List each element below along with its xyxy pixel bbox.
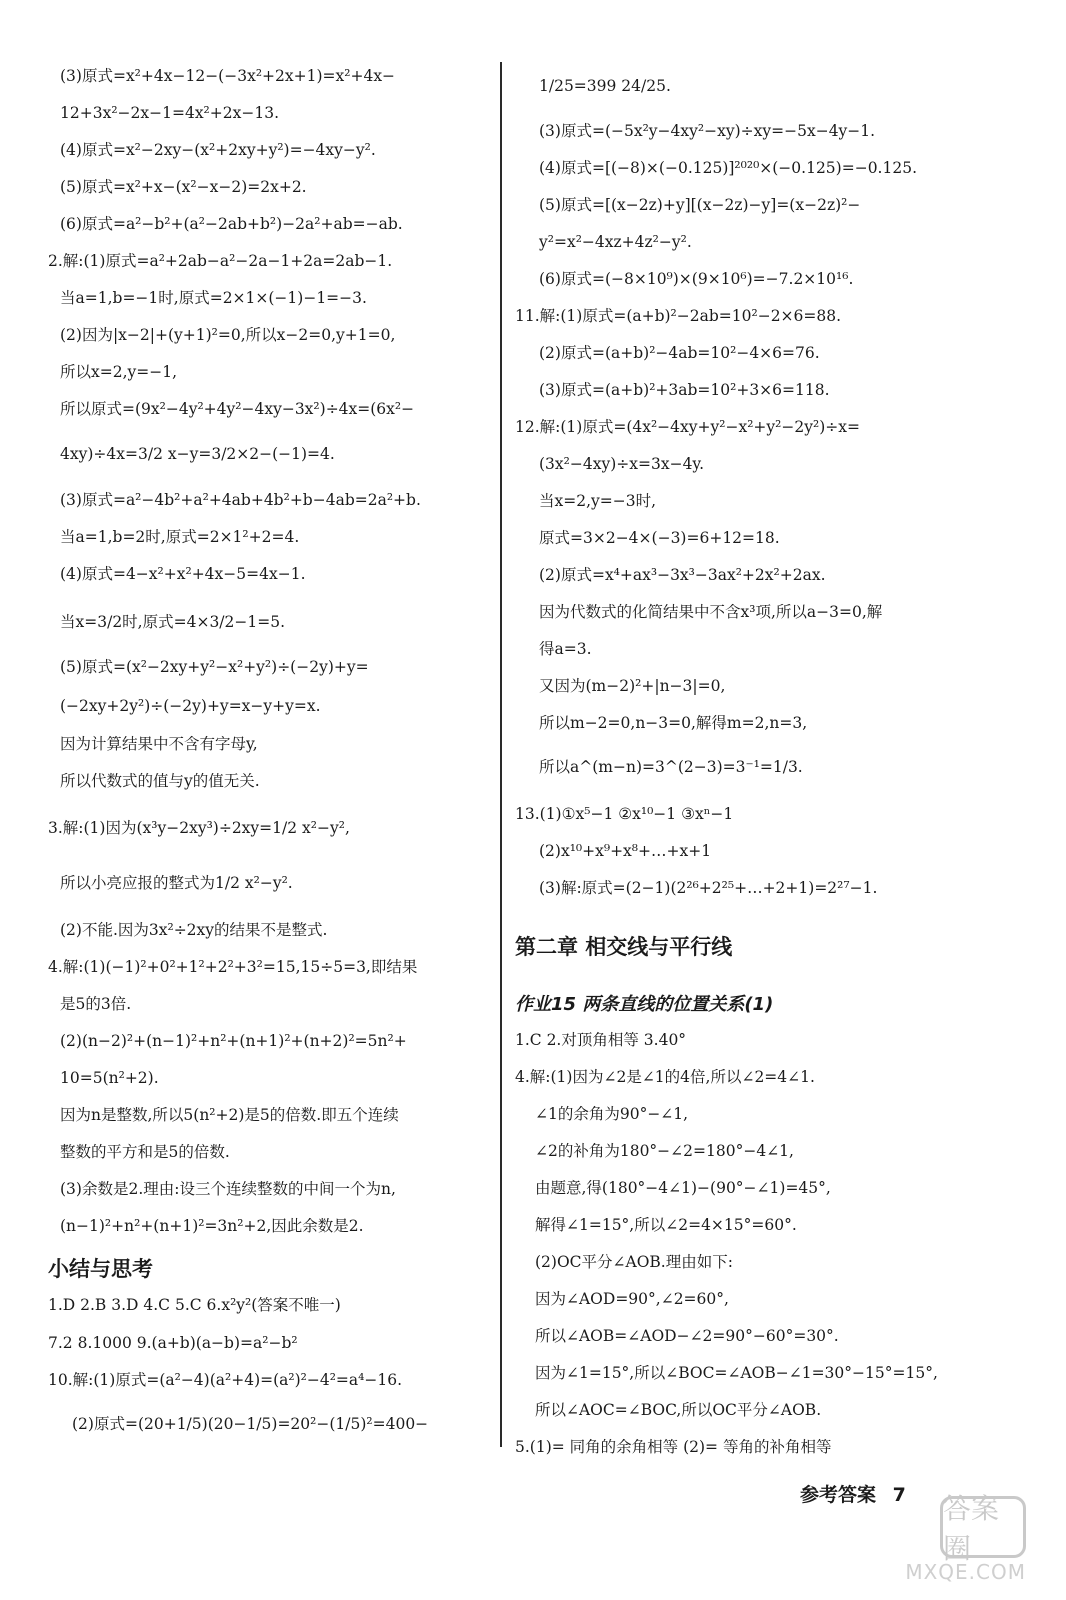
answer-line: ∠1的余角为90°−∠1, [535,1105,689,1123]
answer-line: 原式=3×2−4×(−3)=6+12=18. [539,529,780,547]
answer-line: 当x=2,y=−3时, [539,492,657,510]
answer-line: (4)原式=[(−8)×(−0.125)]²⁰²⁰×(−0.125)=−0.125. [539,159,917,177]
answer-line: 2.解:(1)原式=a²+2ab−a²−2a−1+2a=2ab−1. [48,252,393,270]
answer-line: (3x²−4xy)÷x=3x−4y. [539,455,705,473]
answer-line: (4)原式=4−x²+x²+4x−5=4x−1. [60,565,306,583]
answer-line: 4.解:(1)因为∠2是∠1的4倍,所以∠2=4∠1. [515,1068,815,1086]
answer-line: (2)原式=(20+1/5)(20−1/5)=20²−(1/5)²=400− [72,1415,429,1433]
answer-line: 10.解:(1)原式=(a²−4)(a²+4)=(a²)²−4²=a⁴−16. [48,1371,403,1389]
page-number: 7 [892,1484,906,1506]
answer-line: 得a=3. [539,640,592,658]
answer-line: 5.(1)= 同角的余角相等 (2)= 等角的补角相等 [515,1438,832,1456]
answer-line: (2)x¹⁰+x⁹+x⁸+…+x+1 [539,842,712,860]
answer-line: 所以原式=(9x²−4y²+4y²−4xy−3x²)÷4x=(6x²− [60,400,415,418]
answer-line: (3)原式=(−5x²y−4xy²−xy)÷xy=−5x−4y−1. [539,122,876,140]
answer-line: 所以∠AOB=∠AOD−∠2=90°−60°=30°. [535,1327,839,1345]
answer-line: 所以a^(m−n)=3^(2−3)=3⁻¹=1/3. [539,758,803,776]
answer-line: 所以m−2=0,n−3=0,解得m=2,n=3, [539,714,808,732]
answer-line: (5)原式=x²+x−(x²−x−2)=2x+2. [60,178,307,196]
answer-line: 因为∠AOD=90°,∠2=60°, [535,1290,729,1308]
answer-line: y²=x²−4xz+4z²−y². [539,233,692,251]
column-divider [500,62,502,1447]
answer-line: (3)解:原式=(2−1)(2²⁶+2²⁵+…+2+1)=2²⁷−1. [539,879,878,897]
answer-line: 4.解:(1)(−1)²+0²+1²+2²+3²=15,15÷5=3,即结果 [48,958,418,976]
answer-line: 因为n是整数,所以5(n²+2)是5的倍数.即五个连续 [60,1106,399,1124]
answer-line: (6)原式=a²−b²+(a²−2ab+b²)−2a²+ab=−ab. [60,215,403,233]
answer-line: 12.解:(1)原式=(4x²−4xy+y²−x²+y²−2y²)÷x= [515,418,860,436]
page-footer [800,1480,906,1507]
section-heading-summary: 小结与思考 [48,1257,153,1281]
answer-line: (2)因为|x−2|+(y+1)²=0,所以x−2=0,y+1=0, [60,326,396,344]
answer-line: 是5的3倍. [60,995,132,1013]
answer-line: (2)不能.因为3x²÷2xy的结果不是整式. [60,921,328,939]
answer-line: 11.解:(1)原式=(a+b)²−2ab=10²−2×6=88. [515,307,842,325]
answer-line: 所以∠AOC=∠BOC,所以OC平分∠AOB. [535,1401,822,1419]
answer-line: (3)余数是2.理由:设三个连续整数的中间一个为n, [60,1180,396,1198]
answer-line: 12+3x²−2x−1=4x²+2x−13. [60,104,279,122]
answer-line: 所以x=2,y=−1, [60,363,178,381]
answer-line: 因为∠1=15°,所以∠BOC=∠AOB−∠1=30°−15°=15°, [535,1364,938,1382]
answer-line: 所以代数式的值与y的值无关. [60,772,260,790]
answer-line: 1/25=399 24/25. [539,77,671,95]
answer-line: 7.2 8.1000 9.(a+b)(a−b)=a²−b² [48,1334,298,1352]
footer-label: 参考答案 [800,1484,877,1506]
answer-line: 整数的平方和是5的倍数. [60,1143,230,1161]
answer-line: 3.解:(1)因为(x³y−2xy³)÷2xy=1/2 x²−y², [48,819,350,837]
chapter-heading: 第二章 相交线与平行线 [515,935,733,959]
homework-heading: 作业15 两条直线的位置关系(1) [515,994,774,1015]
answer-line: (n−1)²+n²+(n+1)²=3n²+2,因此余数是2. [60,1217,364,1235]
answer-line: 当a=1,b=2时,原式=2×1²+2=4. [60,528,300,546]
answer-line: (6)原式=(−8×10⁹)×(9×10⁶)=−7.2×10¹⁶. [539,270,854,288]
answer-line: 1.C 2.对顶角相等 3.40° [515,1031,687,1049]
answer-line: 又因为(m−2)²+|n−3|=0, [539,677,726,695]
answer-line: (2)原式=x⁴+ax³−3x³−3ax²+2x²+2ax. [539,566,826,584]
answer-line: (3)原式=a²−4b²+a²+4ab+4b²+b−4ab=2a²+b. [60,491,421,509]
answer-line: 13.(1)①x⁵−1 ②x¹⁰−1 ③xⁿ−1 [515,805,734,823]
answer-line: (−2xy+2y²)÷(−2y)+y=x−y+y=x. [60,697,321,715]
answer-line: (4)原式=x²−2xy−(x²+2xy+y²)=−4xy−y². [60,141,376,159]
answer-line: 所以小亮应报的整式为1/2 x²−y². [60,874,293,892]
answer-line: 当a=1,b=−1时,原式=2×1×(−1)−1=−3. [60,289,367,307]
answer-line: (2)OC平分∠AOB.理由如下: [535,1253,733,1271]
answer-line: (5)原式=(x²−2xy+y²−x²+y²)÷(−2y)+y= [60,658,369,676]
answer-line: 4xy)÷4x=3/2 x−y=3/2×2−(−1)=4. [60,445,335,463]
answer-line: 1.D 2.B 3.D 4.C 5.C 6.x²y²(答案不唯一) [48,1296,341,1314]
watermark-url: MXQE.COM [905,1560,1026,1584]
answer-line: 因为代数式的化简结果中不含x³项,所以a−3=0,解 [539,603,883,621]
answer-line: 由题意,得(180°−4∠1)−(90°−∠1)=45°, [535,1179,831,1197]
answer-line: (2)原式=(a+b)²−4ab=10²−4×6=76. [539,344,820,362]
answer-line: (5)原式=[(x−2z)+y][(x−2z)−y]=(x−2z)²− [539,196,861,214]
watermark-logo: 答案圈 [940,1496,1026,1558]
answer-line: ∠2的补角为180°−∠2=180°−4∠1, [535,1142,794,1160]
answer-line: 解得∠1=15°,所以∠2=4×15°=60°. [535,1216,797,1234]
answer-line: (2)(n−2)²+(n−1)²+n²+(n+1)²+(n+2)²=5n²+ [60,1032,407,1050]
answer-line: (3)原式=x²+4x−12−(−3x²+2x+1)=x²+4x− [60,67,396,85]
answer-line: 因为计算结果中不含有字母y, [60,735,258,753]
answer-line: (3)原式=(a+b)²+3ab=10²+3×6=118. [539,381,830,399]
answer-line: 10=5(n²+2). [60,1069,159,1087]
answer-line: 当x=3/2时,原式=4×3/2−1=5. [60,613,286,631]
